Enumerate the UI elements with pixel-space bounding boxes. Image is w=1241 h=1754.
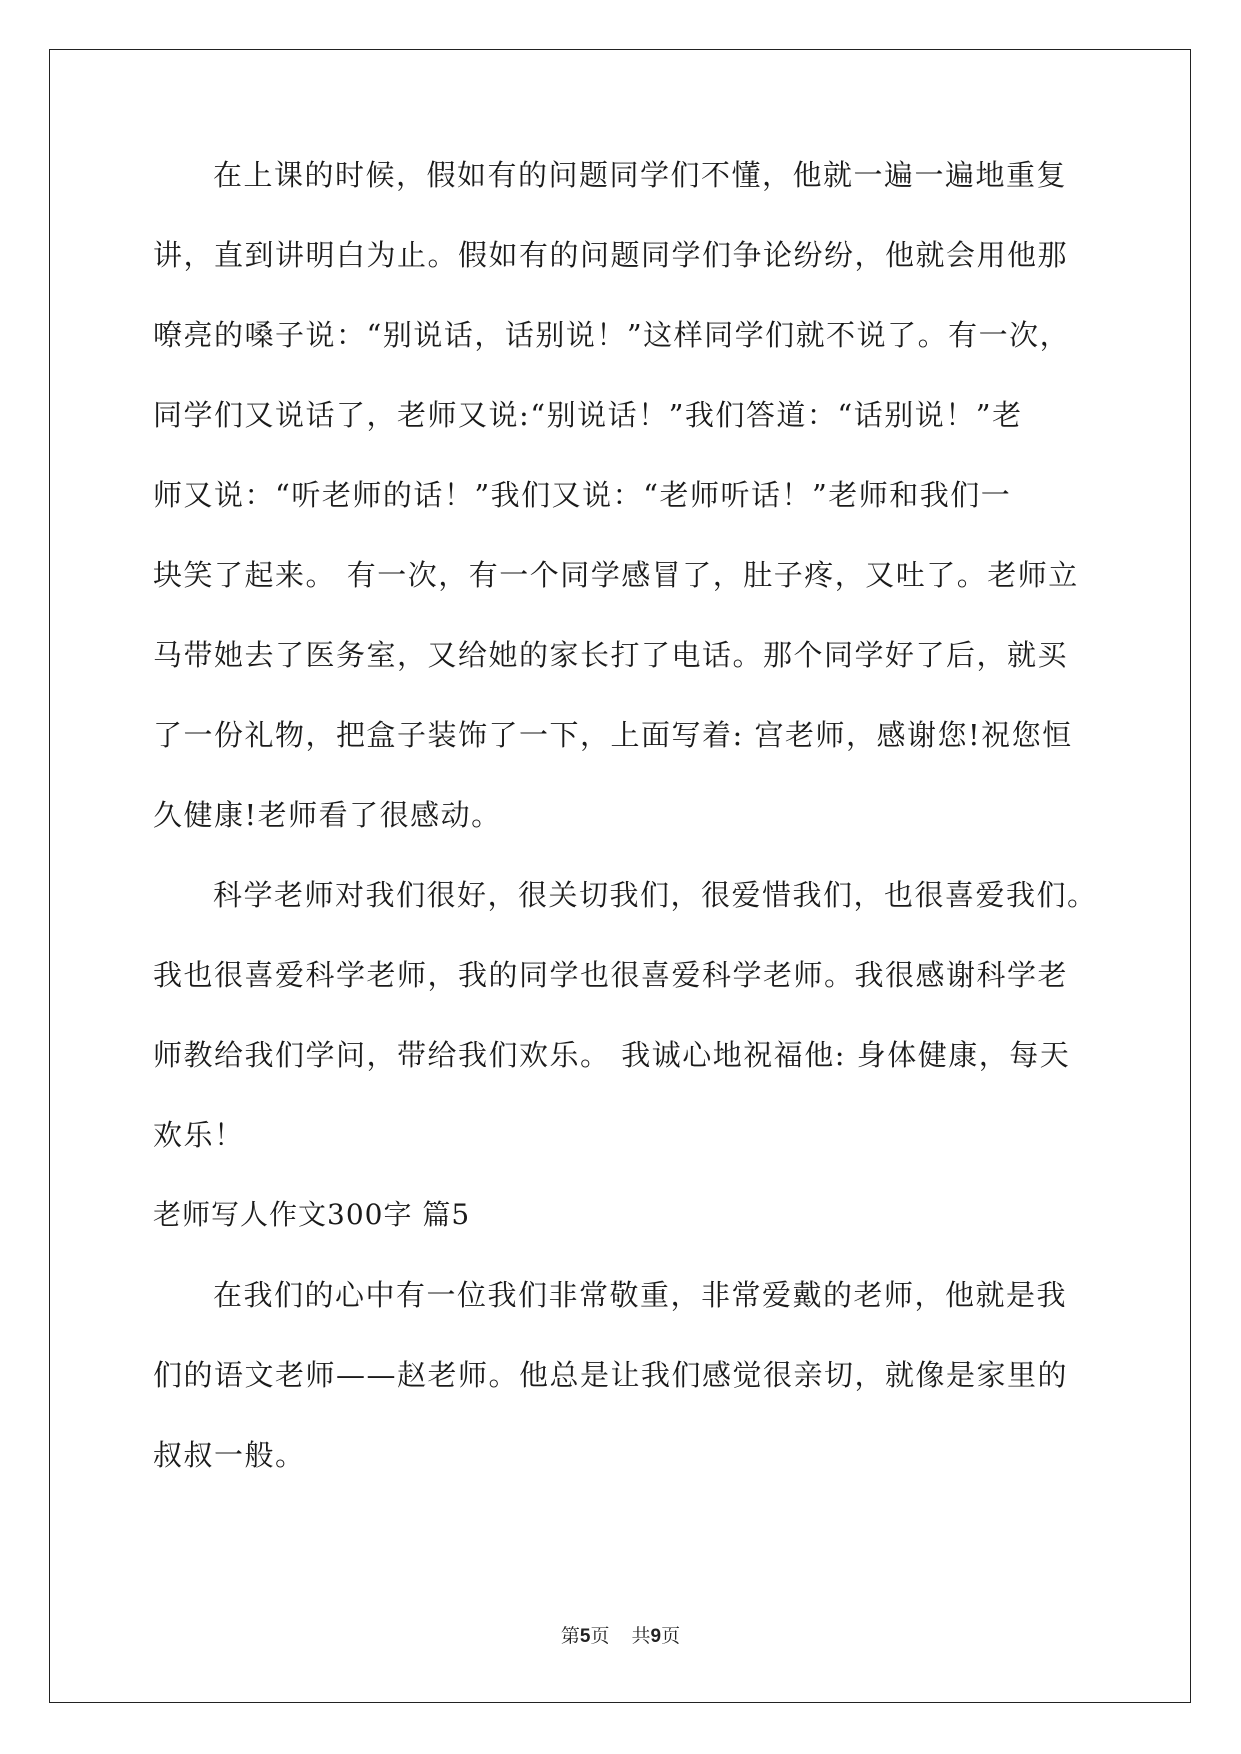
total-label-prefix: 共 <box>631 1625 651 1647</box>
page-label-prefix: 第 <box>560 1625 580 1647</box>
paragraph-line: 嘹亮的嗓子说：“别说话，话别说！”这样同学们就不说了。有一次， <box>153 318 1071 352</box>
paragraph-line: 我也很喜爱科学老师，我的同学也很喜爱科学老师。我很感谢科学老 <box>153 958 1069 992</box>
paragraph-line: 马带她去了医务室，又给她的家长打了电话。那个同学好了后，就买 <box>153 638 1069 672</box>
paragraph-line: 科学老师对我们很好，很关切我们，很爱惜我们，也很喜爱我们。 <box>213 878 1098 912</box>
paragraph-line: 叔叔一般。 <box>153 1438 306 1472</box>
total-pages: 9 <box>650 1626 662 1647</box>
paragraph-line: 师教给我们学问，带给我们欢乐。 我诚心地祝福他: 身体健康，每天 <box>153 1038 1071 1072</box>
section-heading: 老师写人作文300字 篇5 <box>153 1198 471 1231</box>
paragraph-line: 了一份礼物，把盒子装饰了一下，上面写着: 宫老师，感谢您!祝您恒 <box>153 718 1073 752</box>
paragraph-line: 们的语文老师——赵老师。他总是让我们感觉很亲切，就像是家里的 <box>153 1358 1069 1392</box>
paragraph-line: 久健康!老师看了很感动。 <box>153 798 502 832</box>
page-footer <box>0 1624 1241 1649</box>
paragraph-line: 在上课的时候，假如有的问题同学们不懂，他就一遍一遍地重复 <box>213 158 1068 192</box>
page-label-suffix: 页 <box>590 1625 610 1647</box>
paragraph-line: 欢乐！ <box>153 1118 245 1152</box>
paragraph-line: 块笑了起来。 有一次，有一个同学感冒了，肚子疼，又吐了。老师立 <box>153 558 1079 592</box>
paragraph-line: 在我们的心中有一位我们非常敬重，非常爱戴的老师，他就是我 <box>213 1278 1068 1312</box>
page-number: 5 <box>579 1626 591 1647</box>
paragraph-line: 师又说：“听老师的话！”我们又说：“老师听话！”老师和我们一 <box>153 478 1012 512</box>
paragraph-line: 讲，直到讲明白为止。假如有的问题同学们争论纷纷，他就会用他那 <box>153 238 1069 272</box>
total-label-suffix: 页 <box>661 1625 681 1647</box>
paragraph-line: 同学们又说话了，老师又说:“别说话！”我们答道：“话别说！”老 <box>153 398 1023 432</box>
document-body <box>153 155 1098 1515</box>
